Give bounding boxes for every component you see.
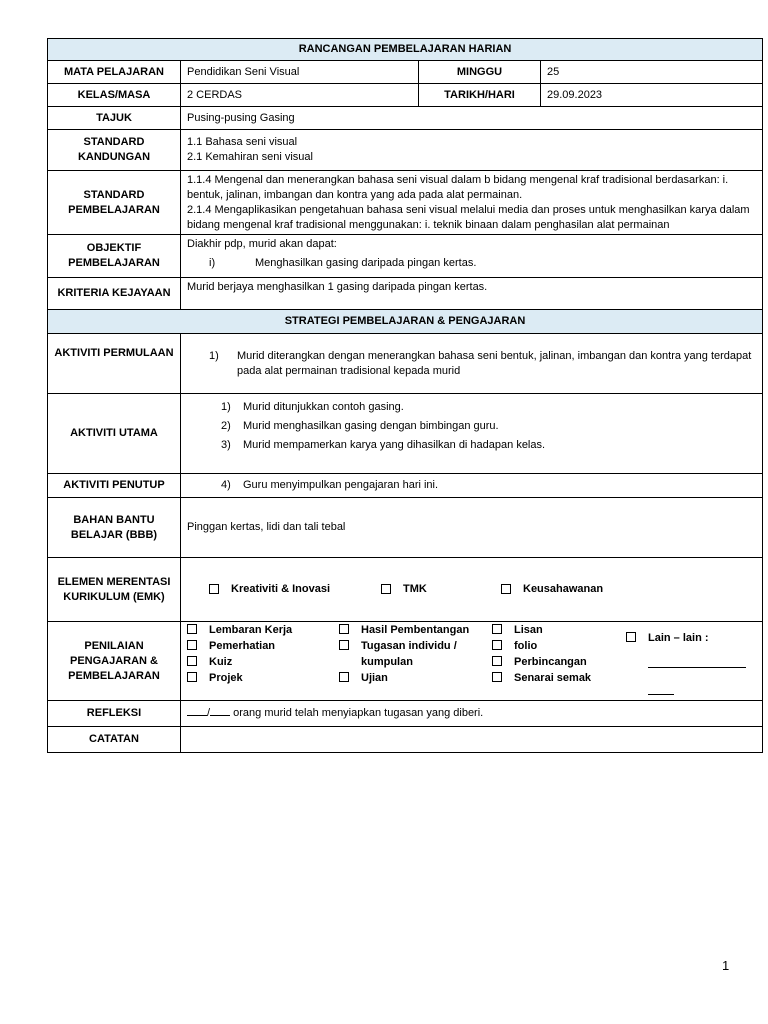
penilaian-label: PENILAIAN PENGAJARAN & PEMBELAJARAN — [48, 622, 181, 701]
bahan-bantu-value: Pinggan kertas, lidi dan tali tebal — [181, 498, 763, 558]
aktiviti-utama-number: 1) — [221, 401, 231, 413]
checkbox-icon[interactable] — [492, 672, 502, 682]
checkbox-icon[interactable] — [501, 584, 511, 594]
penilaian-option-label: Ujian — [361, 672, 388, 684]
aktiviti-penutup-text: Guru menyimpulkan pengajaran hari ini. — [243, 479, 439, 491]
standard-kandungan-value — [181, 130, 763, 171]
catatan-value[interactable] — [181, 727, 763, 753]
refleksi-blank-1[interactable] — [187, 715, 207, 716]
penilaian-value — [181, 622, 763, 701]
aktiviti-permulaan-value — [181, 334, 763, 394]
kelas-value: 2 CERDAS — [181, 84, 419, 107]
penilaian-option[interactable] — [492, 654, 626, 670]
aktiviti-penutup-value — [181, 474, 763, 498]
objektif-item-number: i) — [209, 257, 216, 269]
kriteria-label: KRITERIA KEJAYAAN — [48, 278, 181, 310]
checkbox-icon[interactable] — [339, 672, 349, 682]
standard-kandungan-item: 1.1 Bahasa seni visual — [187, 136, 298, 148]
penilaian-option-label: Lain – lain : — [648, 632, 709, 644]
objektif-intro: Diakhir pdp, murid akan dapat: — [187, 238, 337, 250]
emk-value — [181, 558, 763, 622]
penilaian-option[interactable] — [339, 670, 492, 686]
penilaian-option-lain[interactable] — [626, 630, 751, 646]
checkbox-icon[interactable] — [187, 672, 197, 682]
lain-blank-line[interactable] — [648, 658, 751, 673]
aktiviti-utama-number: 3) — [221, 439, 231, 451]
refleksi-value: / orang murid telah menyiapkan tugasan yang diberi. — [181, 701, 763, 727]
penilaian-option-label: Perbincangan — [514, 656, 587, 668]
page-title: RANCANGAN PEMBELAJARAN HARIAN — [48, 39, 763, 61]
page-number: 1 — [722, 958, 730, 973]
aktiviti-utama-item: Murid mempamerkan karya yang dihasilkan di hadapan kelas. — [243, 439, 546, 451]
minggu-label: MINGGU — [419, 61, 541, 84]
checkbox-icon[interactable] — [492, 624, 502, 634]
emk-option-kreativiti[interactable] — [209, 582, 381, 597]
aktiviti-permulaan-text: Murid diterangkan dengan menerangkan bahasa seni bentuk, jalinan, imbangan dan kontra yang terdapat pada alat permainan tradisional kepada murid — [237, 349, 752, 377]
emk-label: ELEMEN MERENTASI KURIKULUM (EMK) — [48, 558, 181, 622]
catatan-label: CATATAN — [48, 727, 181, 753]
penilaian-column-4 — [626, 622, 751, 700]
penilaian-option[interactable] — [187, 638, 339, 654]
penilaian-option-label: Lisan — [514, 624, 543, 636]
tarikh-label: TARIKH/HARI — [419, 84, 541, 107]
penilaian-option[interactable] — [187, 622, 339, 638]
standard-pembelajaran-item: 1.1.4 Mengenal dan menerangkan bahasa seni visual dalam b bidang mengenal kraf tradisional berdasarkan: i. bentuk, jalinan, imbangan dan kontra yang ada pada alat permainan. — [187, 173, 729, 201]
aktiviti-utama-value — [181, 394, 763, 474]
emk-option-keusahawanan[interactable] — [501, 582, 603, 597]
refleksi-blank-2[interactable] — [210, 715, 230, 716]
penilaian-column-3 — [492, 622, 626, 700]
mata-pelajaran-label: MATA PELAJARAN — [48, 61, 181, 84]
penilaian-option-label: Pemerhatian — [209, 640, 276, 652]
tajuk-value: Pusing-pusing Gasing — [181, 107, 763, 130]
aktiviti-permulaan-label: AKTIVITI PERMULAAN — [48, 334, 181, 394]
checkbox-icon[interactable] — [187, 640, 197, 650]
penilaian-option[interactable] — [187, 654, 339, 670]
refleksi-label: REFLEKSI — [48, 701, 181, 727]
penilaian-option-label: Projek — [209, 672, 243, 684]
standard-kandungan-label: STANDARD KANDUNGAN — [48, 130, 181, 171]
bahan-bantu-label: BAHAN BANTU BELAJAR (BBB) — [48, 498, 181, 558]
penilaian-option[interactable] — [339, 622, 492, 638]
penilaian-option[interactable] — [492, 638, 626, 654]
penilaian-option-label: Kuiz — [209, 656, 233, 668]
checkbox-icon[interactable] — [209, 584, 219, 594]
checkbox-icon[interactable] — [339, 624, 349, 634]
checkbox-icon[interactable] — [381, 584, 391, 594]
penilaian-option[interactable] — [492, 670, 626, 686]
penilaian-option-label: Hasil Pembentangan — [361, 624, 470, 636]
penilaian-option[interactable] — [492, 622, 626, 638]
refleksi-text: orang murid telah menyiapkan tugasan yang diberi. — [233, 707, 484, 719]
standard-pembelajaran-label: STANDARD PEMBELAJARAN — [48, 171, 181, 235]
emk-option-label: TMK — [403, 583, 427, 595]
checkbox-icon[interactable] — [626, 632, 636, 642]
aktiviti-utama-label: AKTIVITI UTAMA — [48, 394, 181, 474]
objektif-value — [181, 235, 763, 278]
checkbox-icon[interactable] — [187, 656, 197, 666]
penilaian-option-label: Senarai semak — [514, 672, 592, 684]
penilaian-option-label: Tugasan individu / kumpulan — [361, 640, 457, 668]
penilaian-option[interactable] — [187, 670, 339, 686]
aktiviti-penutup-number: 4) — [221, 479, 231, 491]
aktiviti-utama-item: Murid menghasilkan gasing dengan bimbingan guru. — [243, 420, 499, 432]
penilaian-option[interactable] — [339, 638, 492, 670]
objektif-item-text: Menghasilkan gasing daripada pingan kertas. — [255, 257, 477, 269]
kelas-label: KELAS/MASA — [48, 84, 181, 107]
checkbox-icon[interactable] — [492, 640, 502, 650]
standard-pembelajaran-value — [181, 171, 763, 235]
penilaian-column-2 — [339, 622, 492, 700]
strategi-heading: STRATEGI PEMBELAJARAN & PENGAJARAN — [48, 310, 763, 334]
penilaian-option-label: Lembaran Kerja — [209, 624, 293, 636]
checkbox-icon[interactable] — [492, 656, 502, 666]
penilaian-column-1 — [187, 622, 339, 700]
emk-option-label: Kreativiti & Inovasi — [231, 583, 331, 595]
checkbox-icon[interactable] — [187, 624, 197, 634]
objektif-label: OBJEKTIF PEMBELAJARAN — [48, 235, 181, 278]
mata-pelajaran-value: Pendidikan Seni Visual — [181, 61, 419, 84]
aktiviti-utama-item: Murid ditunjukkan contoh gasing. — [243, 401, 404, 413]
checkbox-icon[interactable] — [339, 640, 349, 650]
standard-pembelajaran-item: 2.1.4 Mengaplikasikan pengetahuan bahasa seni visual melalui media dan proses untuk menghasilkan karya dalam bidang mengenal kraf tradisional menggunakan: i. teknik binaan dalam penghasilan alat permainan — [187, 203, 750, 231]
aktiviti-penutup-label: AKTIVITI PENUTUP — [48, 474, 181, 498]
lesson-plan-table — [47, 38, 763, 753]
lain-blank-line[interactable] — [648, 685, 751, 700]
penilaian-option-label: folio — [514, 640, 538, 652]
aktiviti-utama-number: 2) — [221, 420, 231, 432]
standard-kandungan-item: 2.1 Kemahiran seni visual — [187, 151, 313, 163]
emk-option-tmk[interactable] — [381, 582, 501, 597]
minggu-value: 25 — [541, 61, 763, 84]
tajuk-label: TAJUK — [48, 107, 181, 130]
kriteria-value: Murid berjaya menghasilkan 1 gasing daripada pingan kertas. — [181, 278, 763, 310]
emk-option-label: Keusahawanan — [523, 583, 604, 595]
aktiviti-permulaan-number: 1) — [209, 349, 219, 362]
tarikh-value: 29.09.2023 — [541, 84, 763, 107]
